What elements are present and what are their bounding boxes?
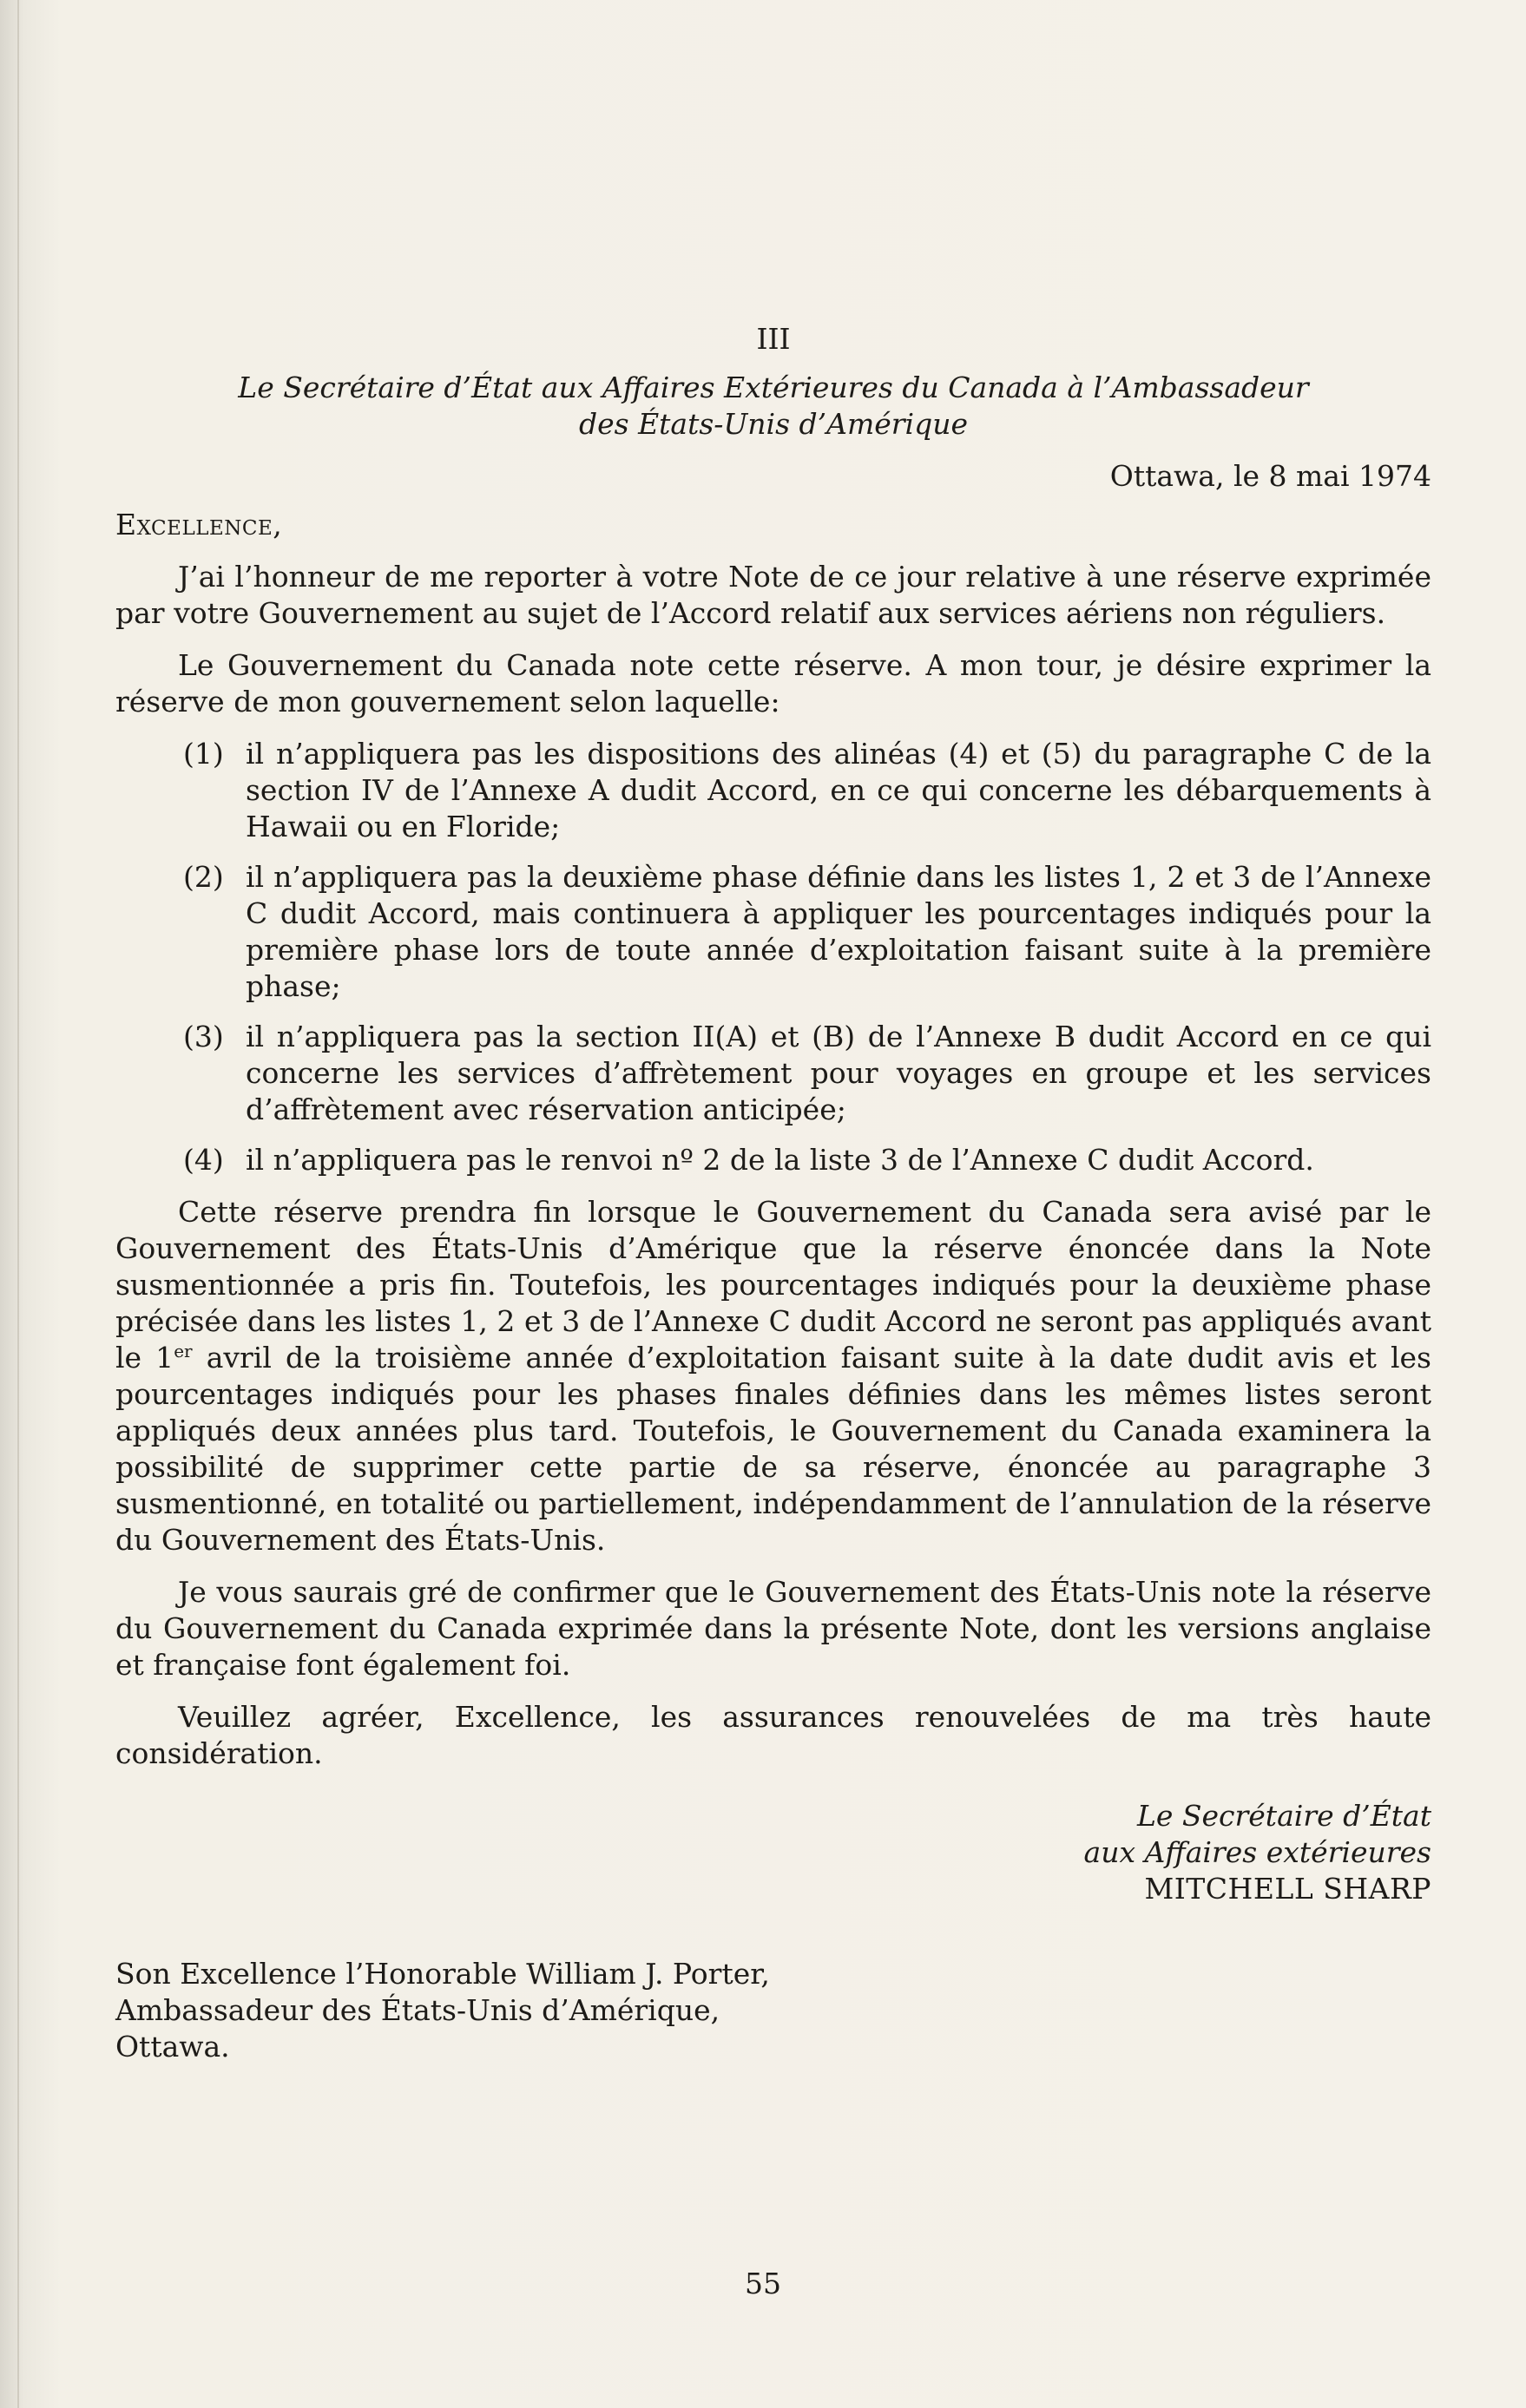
paragraph-reference: J’ai l’honneur de me reporter à votre Note de ce jour relative à une réserve exprimée par votre Gouvernement au sujet de l’Accord relatif aux services aériens non réguliers. (115, 560, 1431, 630)
list-item-text: il n’appliquera pas le renvoi nº 2 de la liste 3 de l’Annexe C dudit Accord. (246, 1143, 1314, 1177)
binding-gutter (17, 0, 19, 2408)
salutation: Excellence, (115, 508, 283, 541)
paragraph-termination-part-1: Cette réserve prendra fin lorsque le Gouvernement du Canada sera avisé par le Gouvernement des États-Unis d’Amérique que la réserve énoncée dans la Note susmentionnée a pris fin. Toutefois, les pourcentages indiqués pour la deuxième phase précisée dans les listes 1, 2 et 3 de l’Annexe C dudit Accord ne seront pas appliqués avant le 1 (115, 1195, 1431, 1375)
addressee-block (115, 1956, 1431, 2065)
list-item (115, 1019, 1431, 1128)
signatory-name: MITCHELL SHARP (1144, 1872, 1431, 1906)
page-number: 55 (745, 2267, 781, 2300)
list-item (115, 736, 1431, 845)
section-number: III (756, 322, 791, 356)
list-item-text: il n’appliquera pas la section II(A) et (B) de l’Annexe B dudit Accord en ce qui concerne les services d’affrètement pour voyages en groupe et les services d’affrètement avec réservation anticipée; (246, 1020, 1431, 1126)
list-item (115, 859, 1431, 1005)
paragraph-termination (115, 1194, 1431, 1558)
ordinal-superscript: er (174, 1341, 193, 1361)
list-item-number: (4) (183, 1143, 224, 1177)
list-item-number: (3) (183, 1020, 224, 1053)
paragraph-termination-part-2: avril de la troisième année d’exploitation faisant suite à la date dudit avis et les pourcentages indiqués pour les phases finales définies dans les mêmes listes seront appliqués deux années plus tard. Toutefois, le Gouvernement du Canada examinera la possibilité de supprimer cette partie de sa réserve, énoncée au paragraphe 3 susmentionné, en totalité ou partiellement, indépendamment de l’annulation de la réserve du Gouvernement des États-Unis. (115, 1341, 1431, 1557)
addressee-line-1: Son Excellence l’Honorable William J. Porter, (115, 1957, 770, 1991)
reservation-list (115, 736, 1431, 1178)
letter-title-line-2: des États-Unis d’Amérique (579, 407, 968, 441)
signature-title-line-1: Le Secrétaire d’État (1136, 1799, 1431, 1833)
signature-title-line-2: aux Affaires extérieures (1083, 1835, 1431, 1869)
letter-body (115, 321, 1431, 2065)
paragraph-reservation-intro: Le Gouvernement du Canada note cette réserve. A mon tour, je désire exprimer la réserve de mon gouvernement selon laquelle: (115, 648, 1431, 718)
addressee-line-2: Ambassadeur des États-Unis d’Amérique, (115, 1993, 720, 2027)
list-item-text: il n’appliquera pas la deuxième phase définie dans les listes 1, 2 et 3 de l’Annexe C dudit Accord, mais continuera à appliquer les pourcentages indiqués pour la première phase lors de toute année d’exploitation faisant suite à la première phase; (246, 860, 1431, 1003)
addressee-line-3: Ottawa. (115, 2030, 230, 2064)
paragraph-closing: Veuillez agréer, Excellence, les assurances renouvelées de ma très haute considération. (115, 1700, 1431, 1770)
letter-title-line-1: Le Secrétaire d’État aux Affaires Extérieures du Canada à l’Ambassadeur (238, 371, 1309, 404)
paragraph-confirmation: Je vous saurais gré de confirmer que le Gouvernement des États-Unis note la réserve du Gouvernement du Canada exprimée dans la présente Note, dont les versions anglaise et française font également foi. (115, 1575, 1431, 1682)
list-item-number: (2) (183, 860, 224, 894)
signature-block (115, 1798, 1431, 1907)
list-item (115, 1142, 1431, 1178)
list-item-number: (1) (183, 737, 224, 771)
letter-date: Ottawa, le 8 mai 1974 (1109, 459, 1431, 493)
list-item-text: il n’appliquera pas les dispositions des alinéas (4) et (5) du paragraphe C de la section IV de l’Annexe A dudit Accord, en ce qui concerne les débarquements à Hawaii ou en Floride; (246, 737, 1431, 843)
